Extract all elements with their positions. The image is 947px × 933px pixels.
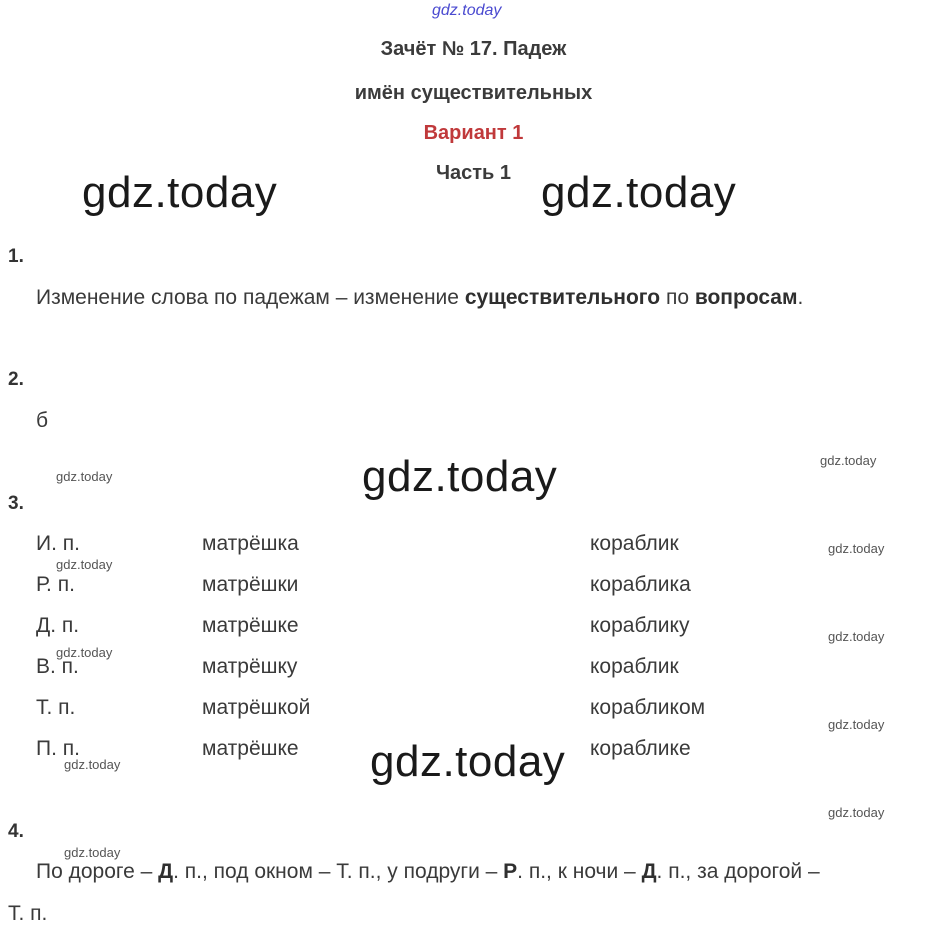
watermark-big: gdz.today — [370, 737, 566, 786]
bold-text: Р — [503, 860, 518, 883]
watermark-small: gdz.today — [828, 805, 885, 820]
watermark-small: gdz.today — [828, 629, 885, 644]
task-number: 1. — [8, 246, 24, 267]
task1-answer — [36, 286, 803, 310]
word-matryoshka: матрёшка — [202, 532, 299, 555]
task4-answer-line1 — [36, 860, 820, 884]
word-matryoshka: матрёшку — [202, 655, 298, 678]
text-segment: . п., к ночи – — [517, 860, 642, 883]
watermark-big: gdz.today — [541, 168, 737, 217]
page-title-line2: имён существительных — [354, 82, 593, 104]
watermark-small: gdz.today — [828, 541, 885, 556]
bold-text: вопросам — [694, 286, 798, 309]
bold-text: существительного — [464, 286, 661, 309]
word-korablik: кораблику — [590, 614, 690, 637]
task-number: 2. — [8, 369, 24, 390]
case-label: В. п. — [36, 655, 79, 678]
variant-label: Вариант 1 — [423, 122, 524, 144]
watermark-small: gdz.today — [820, 453, 877, 468]
word-korablik: кораблике — [590, 737, 691, 760]
word-matryoshka: матрёшке — [202, 614, 299, 637]
watermark-small: gdz.today — [56, 557, 113, 572]
watermark-big: gdz.today — [82, 168, 278, 217]
case-label: Т. п. — [36, 696, 76, 719]
task4-answer-line2: Т. п. — [8, 902, 48, 925]
text-segment: по — [660, 286, 695, 309]
text-segment: . — [797, 286, 804, 309]
task2-answer: б — [36, 409, 49, 432]
word-korablik: кораблик — [590, 655, 679, 678]
case-label: Д. п. — [36, 614, 80, 637]
watermark-small: gdz.today — [56, 645, 113, 660]
word-matryoshka: матрёшкой — [202, 696, 311, 719]
watermark-top: gdz.today — [432, 2, 502, 19]
watermark-small: gdz.today — [56, 469, 113, 484]
watermark-big: gdz.today — [362, 452, 558, 501]
bold-text: Д — [641, 860, 657, 883]
case-label: Р. п. — [36, 573, 75, 596]
text-segment: Изменение слова по падежам – изменение — [36, 286, 465, 309]
task-number: 3. — [8, 493, 24, 514]
word-korablik: кораблик — [590, 532, 679, 555]
case-label: П. п. — [36, 737, 80, 760]
task-number: 4. — [8, 821, 24, 842]
word-matryoshka: матрёшки — [202, 573, 299, 596]
case-label: И. п. — [36, 532, 80, 555]
part-label: Часть 1 — [435, 162, 512, 184]
text-segment: По дороге – — [36, 860, 159, 883]
text-segment: . п., за дорогой – — [656, 860, 820, 883]
word-korablik: корабликом — [590, 696, 706, 719]
word-korablik: кораблика — [590, 573, 691, 596]
page-title-line1: Зачёт № 17. Падеж — [380, 38, 567, 60]
watermark-small: gdz.today — [828, 717, 885, 732]
bold-text: Д — [158, 860, 174, 883]
text-segment: . п., под окном – Т. п., у подруги – — [173, 860, 504, 883]
watermark-small: gdz.today — [64, 757, 121, 772]
word-matryoshka: матрёшке — [202, 737, 299, 760]
watermark-small: gdz.today — [64, 845, 121, 860]
